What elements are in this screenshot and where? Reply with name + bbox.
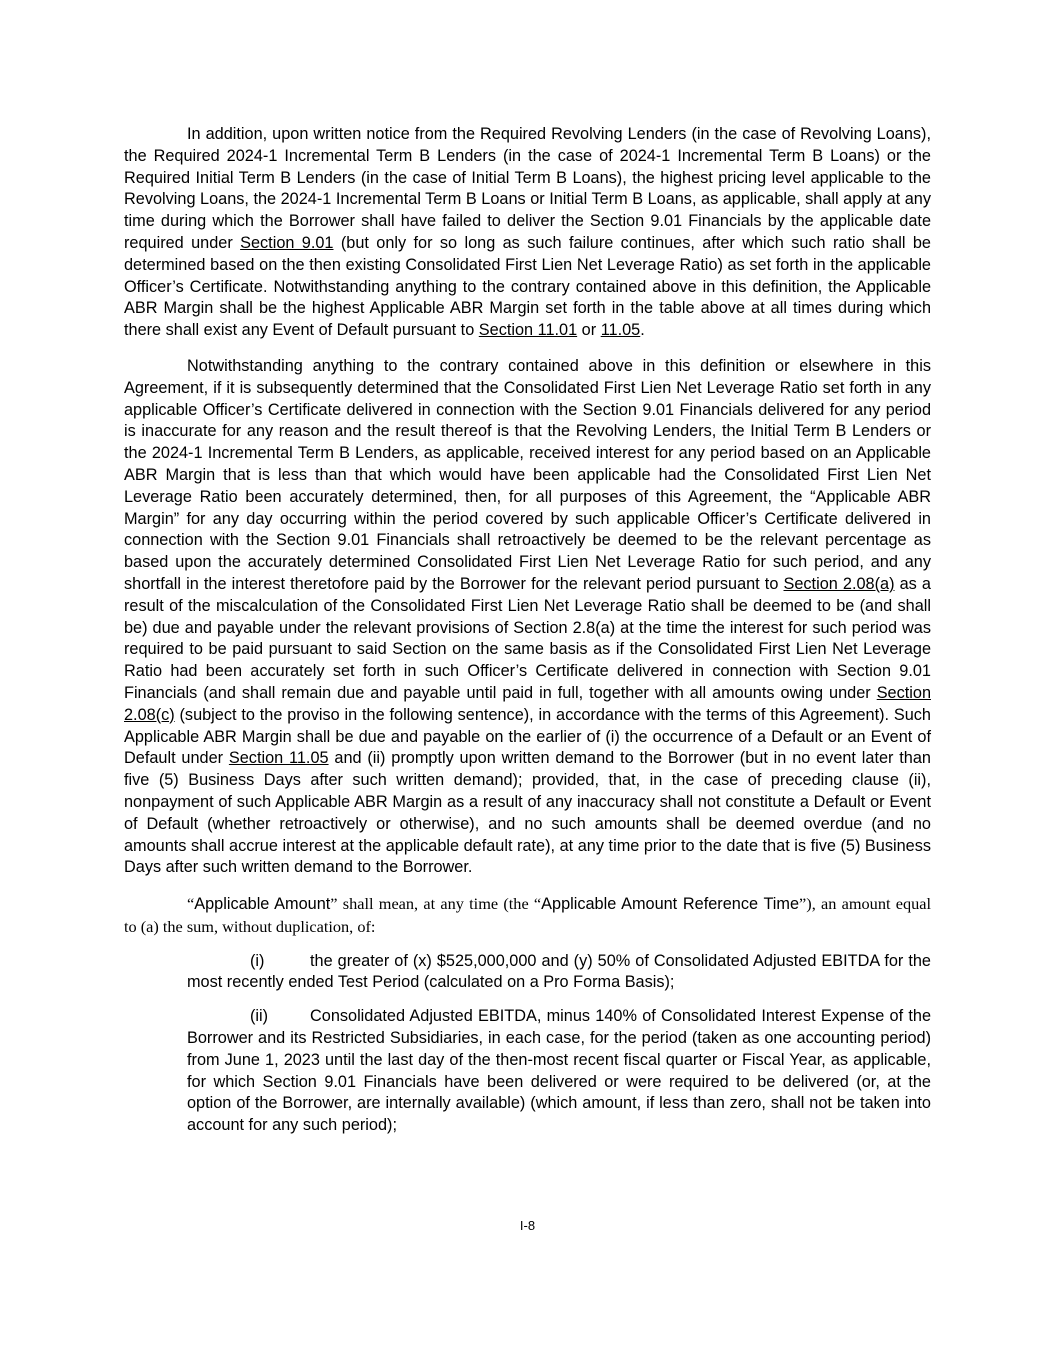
list-item (187, 1006, 931, 1137)
list-item-text: the greater of (x) $525,000,000 and (y) 50% of Consolidated Adjusted EBITDA for the most recently ended Test Period (calculated on a Pro Forma Basis); (187, 951, 931, 992)
list-item-number: (i) (250, 951, 265, 970)
list-item-number: (ii) (250, 1007, 269, 1026)
section-reference-link[interactable]: Section 2.08(a) (783, 574, 895, 593)
text-run: (subject to the proviso in the following sentence), in accordance with the terms of this Agreement). Such Applicable ABR Margin shall be due and payable on the earlier of (i) the occurrence of a Default or an Event of Default under (124, 705, 931, 768)
text-run: . (640, 321, 645, 340)
text-run: (but only for so long as such failure continues, after which such ratio shall be determined based on the then existing Consolidated First Lien Net Leverage Ratio) as set forth in the applicable Officer’s Certificate. Notwithstanding anything to the contrary contained above in this definition, the Applicable ABR Margin shall be the highest Applicable ABR Margin set forth in the table above at all times during which there shall exist any Event of Default pursuant to (124, 233, 931, 340)
list-item-text: Consolidated Adjusted EBITDA, minus 140% of Consolidated Interest Expense of the Borrower and its Restricted Subsidiaries, in each case, for the period (taken as one accounting period) from June 1, 2023 until the last day of the then-most recent fiscal quarter or Fiscal Year, as applicable, for which Section 9.01 Financials have been delivered or were required to be delivered (or, at the option of the Borrower, are internally available) (which amount, if less than zero, shall not be taken into account for any such period); (187, 1007, 931, 1135)
paragraph-retroactive-adjustment (124, 356, 931, 879)
text-run: ”), an amount equal to (a) the sum, without duplication, of: (124, 894, 932, 936)
section-reference-link[interactable]: Section 9.01 (240, 233, 334, 252)
text-run: In addition, upon written notice from the Required Revolving Lenders (in the case of Revolving Loans), the Required 2024-1 Incremental Term B Lenders (in the case of 2024-1 Incremental Term B Loans) or the Required Initial Term B Lenders (in the case of Initial Term B Loans), the highest pricing level applicable to the Revolving Loans, the 2024-1 Incremental Term B Loans or Initial Term B Loans, as applicable, shall apply at any time during which the Borrower shall have failed to deliver the Section 9.01 Financials by the applicable date required under (124, 125, 931, 252)
page-number: I-8 (519, 1218, 536, 1233)
section-reference-link[interactable]: Section 11.05 (228, 749, 329, 768)
quote-mark: “ (187, 894, 195, 914)
list-item (187, 951, 931, 995)
paragraph-applicable-amount-definition (124, 893, 931, 939)
section-reference-link[interactable]: Section 11.01 (478, 321, 578, 340)
section-reference-link[interactable]: Section 2.08(c) (124, 683, 931, 724)
text-run: ” shall mean, at any time (the “ (330, 894, 542, 914)
defined-term: Applicable Amount (194, 895, 331, 914)
paragraph-pricing-level (124, 124, 931, 342)
text-run: or (577, 321, 601, 340)
text-run: and (ii) promptly upon written demand to the Borrower (but in no event later than five (5) Business Days after such written demand); provided, that, in the case of preceding clause (ii), nonpayment of such Applicable ABR Margin as a result of any inaccuracy shall not constitute a Default or Event of Default (whether retroactively or otherwise), and no such amounts shall be deemed overdue (and no amounts shall accrue interest at the applicable default rate), at any time prior to the date that is five (5) Business Days after such written demand to the Borrower. (124, 749, 931, 877)
section-reference-link[interactable]: 11.05 (600, 321, 641, 340)
text-run: Notwithstanding anything to the contrary contained above in this definition or elsewhere in this Agreement, if it is subsequently determined that the Consolidated First Lien Net Leverage Ratio set forth in any applicable Officer’s Certificate delivered in connection with the Section 9.01 Financials delivered for any period is inaccurate for any reason and the result thereof is that the Revolving Lenders, the Initial Term B Lenders or the 2024-1 Incremental Term B Lenders, as applicable, received interest for any period based on an Applicable ABR Margin that is less than that which would have been applicable had the Consolidated First Lien Net Leverage Ratio been accurately determined, then, for all purposes of this Agreement, the “Applicable ABR Margin” for any day occurring within the period covered by such applicable Officer’s Certificate delivered in connection with the Section 9.01 Financials shall retroactively be deemed to be the relevant percentage as based upon the accurately determined Consolidated First Lien Net Leverage Ratio for such period, and any shortfall in the interest theretofore paid by the Borrower for the relevant period pursuant to (124, 356, 931, 593)
document-page (124, 124, 931, 1149)
text-run: as a result of the miscalculation of the Consolidated First Lien Net Leverage Ratio shall be deemed to be (and shall be) due and payable under the relevant provisions of Section 2.8(a) at the time the interest for such period was required to be paid pursuant to said Section on the same basis as if the Consolidated First Lien Net Leverage Ratio had been accurately set forth in such Officer’s Certificate delivered in connection with Section 9.01 Financials (and shall remain due and payable until paid in full, together with all amounts owing under (124, 574, 931, 702)
defined-term: Applicable Amount Reference Time (541, 895, 800, 914)
